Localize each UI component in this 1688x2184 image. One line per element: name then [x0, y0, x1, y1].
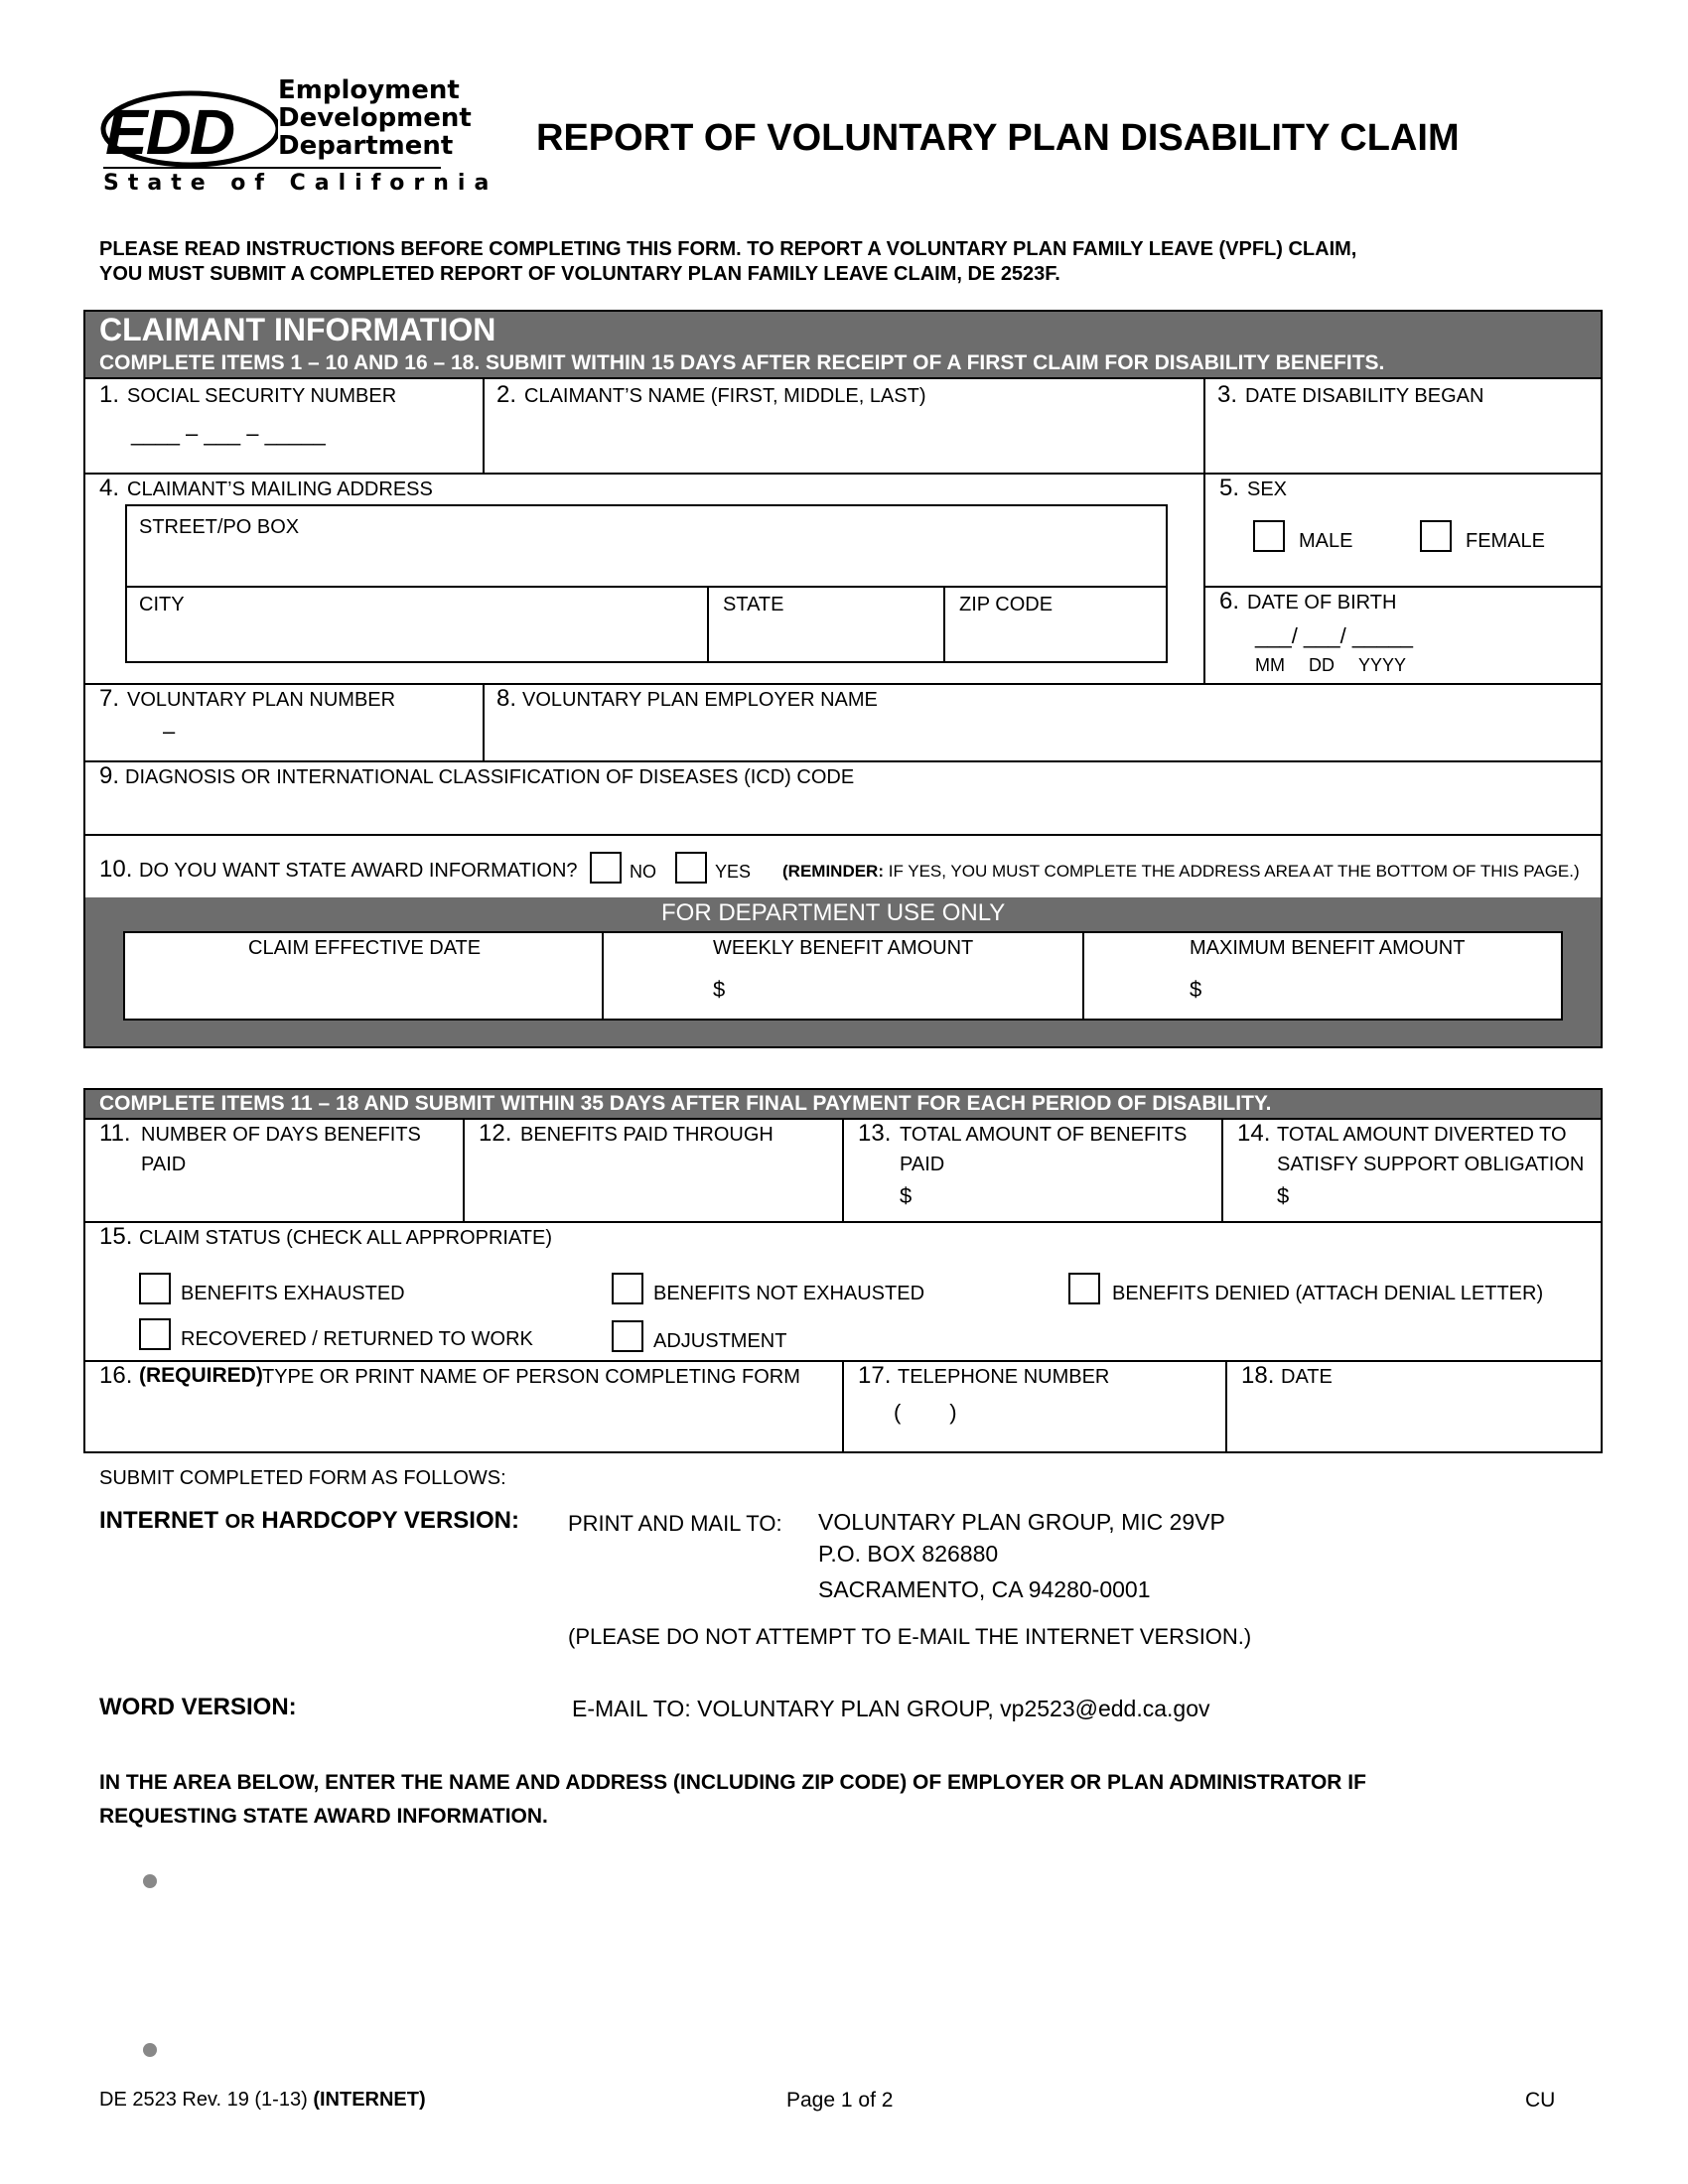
- internet-label: INTERNET: [99, 1507, 218, 1534]
- mail-address-line2: P.O. BOX 826880: [818, 1541, 999, 1567]
- state-award-yes-checkbox[interactable]: [675, 852, 707, 884]
- claim-effective-date-field[interactable]: [125, 933, 600, 1019]
- zip-field[interactable]: [943, 586, 1168, 663]
- recovered-label: RECOVERED / RETURNED TO WORK: [181, 1328, 533, 1350]
- male-label: MALE: [1299, 530, 1353, 552]
- dob-yyyy-label: YYYY: [1358, 655, 1407, 675]
- maximum-benefit-label: MAXIMUM BENEFIT AMOUNT: [1190, 937, 1466, 959]
- ssn-field[interactable]: [87, 379, 481, 471]
- benefits-paid-through-label: BENEFITS PAID THROUGH: [520, 1124, 774, 1146]
- plan-employer-label: VOLUNTARY PLAN EMPLOYER NAME: [522, 689, 878, 711]
- reminder-note: [782, 862, 1580, 882]
- plan-number-field[interactable]: [87, 685, 481, 760]
- days-benefits-paid-field[interactable]: [87, 1120, 461, 1219]
- benefits-exhausted-label: BENEFITS EXHAUSTED: [181, 1283, 405, 1304]
- instructions-line2: YOU MUST SUBMIT A COMPLETED REPORT OF VOLUNTARY PLAN FAMILY LEAVE CLAIM, DE 2523F.: [99, 263, 1060, 285]
- city-label: CITY: [139, 594, 185, 615]
- street-label: STREET/PO BOX: [139, 516, 300, 538]
- field-number: 13.: [858, 1120, 892, 1147]
- field-number: 11.: [99, 1120, 131, 1147]
- field-number: 18.: [1241, 1362, 1275, 1389]
- field-number: 14.: [1237, 1120, 1271, 1147]
- telephone-label: TELEPHONE NUMBER: [898, 1366, 1110, 1388]
- claimant-section-title: CLAIMANT INFORMATION: [99, 312, 496, 347]
- word-version-label: WORD VERSION:: [99, 1694, 297, 1720]
- adjustment-label: ADJUSTMENT: [653, 1330, 787, 1352]
- days-benefits-label: NUMBER OF DAYS BENEFITS: [141, 1124, 421, 1146]
- plan-employer-field[interactable]: [485, 685, 1601, 760]
- edd-logo-line2: Development: [278, 103, 472, 133]
- sex-label: SEX: [1247, 478, 1288, 500]
- total-benefits-paid-field[interactable]: [844, 1120, 1219, 1219]
- claimant-name-field[interactable]: [485, 379, 1201, 471]
- plan-number-label: VOLUNTARY PLAN NUMBER: [127, 689, 396, 711]
- field-number: 16.: [99, 1362, 133, 1389]
- form-id-text: DE 2523 Rev. 19 (1-13): [99, 2089, 308, 2111]
- mailing-address-label: CLAIMANT’S MAILING ADDRESS: [127, 478, 433, 500]
- required-tag: (REQUIRED): [139, 1364, 263, 1387]
- final-payment-title: COMPLETE ITEMS 11 – 18 AND SUBMIT WITHIN 35 DAYS AFTER FINAL PAYMENT FOR EACH PERIOD OF DISABILITY.: [99, 1092, 1272, 1115]
- field-number: 7.: [99, 685, 120, 712]
- female-label: FEMALE: [1466, 530, 1546, 552]
- internet-hardcopy-label: [99, 1507, 519, 1535]
- support-obligation-label: TOTAL AMOUNT DIVERTED TO: [1277, 1124, 1567, 1146]
- preparer-name-label: TYPE OR PRINT NAME OF PERSON COMPLETING FORM: [262, 1366, 800, 1388]
- ssn-label: SOCIAL SECURITY NUMBER: [127, 385, 397, 407]
- form-code: CU: [1525, 2089, 1556, 2112]
- date-field[interactable]: [1227, 1362, 1601, 1451]
- print-mail-label: PRINT AND MAIL TO:: [568, 1511, 782, 1536]
- adjustment-checkbox[interactable]: [612, 1320, 643, 1352]
- date-disability-began-label: DATE DISABILITY BEGAN: [1245, 385, 1484, 407]
- claimant-section-subtitle: COMPLETE ITEMS 1 – 10 AND 16 – 18. SUBMIT WITHIN 15 DAYS AFTER RECEIPT OF A FIRST CLAIM FOR DISABILITY BENEFITS.: [99, 351, 1385, 374]
- field-number: 4.: [99, 475, 120, 501]
- state-label: STATE: [723, 594, 784, 615]
- claim-effective-date-label: CLAIM EFFECTIVE DATE: [248, 937, 482, 959]
- date-of-birth-field[interactable]: [1205, 588, 1601, 683]
- days-benefits-label-2: PAID: [141, 1154, 187, 1175]
- benefits-denied-label: BENEFITS DENIED (ATTACH DENIAL LETTER): [1112, 1283, 1544, 1304]
- field-number: 2.: [496, 381, 517, 408]
- claimant-name-label: CLAIMANT’S NAME (FIRST, MIDDLE, LAST): [524, 385, 926, 407]
- dollar-sign: $: [1190, 977, 1202, 1002]
- email-to-address[interactable]: E-MAIL TO: VOLUNTARY PLAN GROUP, vp2523@edd.ca.gov: [572, 1696, 1210, 1721]
- preparer-name-field[interactable]: [87, 1362, 840, 1451]
- or-label: OR: [224, 1511, 255, 1533]
- award-address-area[interactable]: [99, 1846, 1589, 2065]
- field-number: 10.: [99, 856, 133, 883]
- support-obligation-label-2: SATISFY SUPPORT OBLIGATION: [1277, 1154, 1585, 1175]
- no-email-note: (PLEASE DO NOT ATTEMPT TO E-MAIL THE INTERNET VERSION.): [568, 1624, 1252, 1649]
- ssn-mask: ____ – ___ – _____: [131, 421, 326, 446]
- total-benefits-label: TOTAL AMOUNT OF BENEFITS: [900, 1124, 1188, 1146]
- field-number: 5.: [1219, 475, 1240, 501]
- field-number: 17.: [858, 1362, 892, 1389]
- dollar-sign: $: [900, 1183, 913, 1208]
- date-disability-began-field[interactable]: [1205, 379, 1601, 471]
- telephone-field[interactable]: [844, 1362, 1223, 1451]
- field-number: 12.: [479, 1120, 512, 1147]
- dollar-sign: $: [713, 977, 726, 1002]
- hardcopy-label: HARDCOPY VERSION:: [261, 1507, 519, 1534]
- instructions-line1: PLEASE READ INSTRUCTIONS BEFORE COMPLETING THIS FORM. TO REPORT A VOLUNTARY PLAN FAMILY LEAVE (VPFL) CLAIM,: [99, 238, 1357, 260]
- claim-status-label: CLAIM STATUS (CHECK ALL APPROPRIATE): [139, 1227, 553, 1249]
- no-label: NO: [630, 862, 656, 882]
- benefits-paid-through-field[interactable]: [465, 1120, 840, 1219]
- diagnosis-label: DIAGNOSIS OR INTERNATIONAL CLASSIFICATION OF DISEASES (ICD) CODE: [125, 766, 855, 788]
- state-field[interactable]: [707, 586, 945, 663]
- page-number: Page 1 of 2: [786, 2089, 894, 2112]
- phone-mask: ( ): [894, 1400, 957, 1425]
- plan-number-dash: –: [163, 719, 176, 744]
- award-instruction-line2: REQUESTING STATE AWARD INFORMATION.: [99, 1805, 548, 1828]
- weekly-benefit-field[interactable]: [604, 933, 1080, 1019]
- benefits-denied-checkbox[interactable]: [1068, 1273, 1100, 1304]
- dob-dd-label: DD: [1309, 655, 1335, 675]
- edd-logo-line3: Department: [278, 131, 454, 161]
- female-checkbox[interactable]: [1420, 520, 1452, 552]
- street-field[interactable]: [125, 504, 1168, 588]
- male-checkbox[interactable]: [1253, 520, 1285, 552]
- yes-label: YES: [715, 862, 752, 882]
- reminder-text: IF YES, YOU MUST COMPLETE THE ADDRESS AREA AT THE BOTTOM OF THIS PAGE.): [888, 862, 1580, 881]
- date-of-birth-label: DATE OF BIRTH: [1247, 592, 1397, 614]
- form-version: (INTERNET): [313, 2089, 426, 2111]
- mail-address-line1: VOLUNTARY PLAN GROUP, MIC 29VP: [818, 1509, 1225, 1535]
- edd-logo: [99, 71, 498, 201]
- bullet-icon: [143, 2043, 157, 2057]
- form-title: REPORT OF VOLUNTARY PLAN DISABILITY CLAIM: [536, 117, 1460, 159]
- dollar-sign: $: [1277, 1183, 1290, 1208]
- field-number: 3.: [1217, 381, 1238, 408]
- field-number: 9.: [99, 762, 120, 789]
- state-award-label: DO YOU WANT STATE AWARD INFORMATION?: [139, 860, 578, 882]
- reminder-bold: (REMINDER:: [782, 862, 884, 881]
- field-number: 1.: [99, 381, 120, 408]
- weekly-benefit-label: WEEKLY BENEFIT AMOUNT: [713, 937, 974, 959]
- field-number: 6.: [1219, 588, 1240, 614]
- edd-logo-state: State of California: [103, 171, 498, 196]
- submit-intro: SUBMIT COMPLETED FORM AS FOLLOWS:: [99, 1467, 506, 1489]
- total-benefits-label-2: PAID: [900, 1154, 945, 1175]
- dob-mask: ___/ ___/ _____: [1255, 623, 1414, 648]
- recovered-checkbox[interactable]: [139, 1318, 171, 1350]
- award-instruction-line1: IN THE AREA BELOW, ENTER THE NAME AND ADDRESS (INCLUDING ZIP CODE) OF EMPLOYER OR PLAN ADMINISTRATOR IF: [99, 1771, 1366, 1794]
- edd-logo-line1: Employment: [278, 75, 460, 105]
- maximum-benefit-field[interactable]: [1084, 933, 1561, 1019]
- field-number: 15.: [99, 1223, 133, 1250]
- city-field[interactable]: [125, 586, 709, 663]
- mail-address-line3: SACRAMENTO, CA 94280-0001: [818, 1576, 1151, 1602]
- support-obligation-field[interactable]: [1223, 1120, 1601, 1219]
- dob-mm-label: MM: [1255, 655, 1285, 675]
- state-award-no-checkbox[interactable]: [590, 852, 622, 884]
- dept-use-title: FOR DEPARTMENT USE ONLY: [661, 899, 1006, 926]
- bullet-icon: [143, 1874, 157, 1888]
- diagnosis-field[interactable]: [87, 762, 1601, 834]
- benefits-not-exhausted-checkbox[interactable]: [612, 1273, 643, 1304]
- form-id: [99, 2089, 426, 2112]
- zip-label: ZIP CODE: [959, 594, 1054, 615]
- benefits-not-exhausted-label: BENEFITS NOT EXHAUSTED: [653, 1283, 925, 1304]
- field-number: 8.: [496, 685, 517, 712]
- date-label: DATE: [1281, 1366, 1333, 1388]
- edd-logo-mark: EDD: [105, 96, 234, 168]
- benefits-exhausted-checkbox[interactable]: [139, 1273, 171, 1304]
